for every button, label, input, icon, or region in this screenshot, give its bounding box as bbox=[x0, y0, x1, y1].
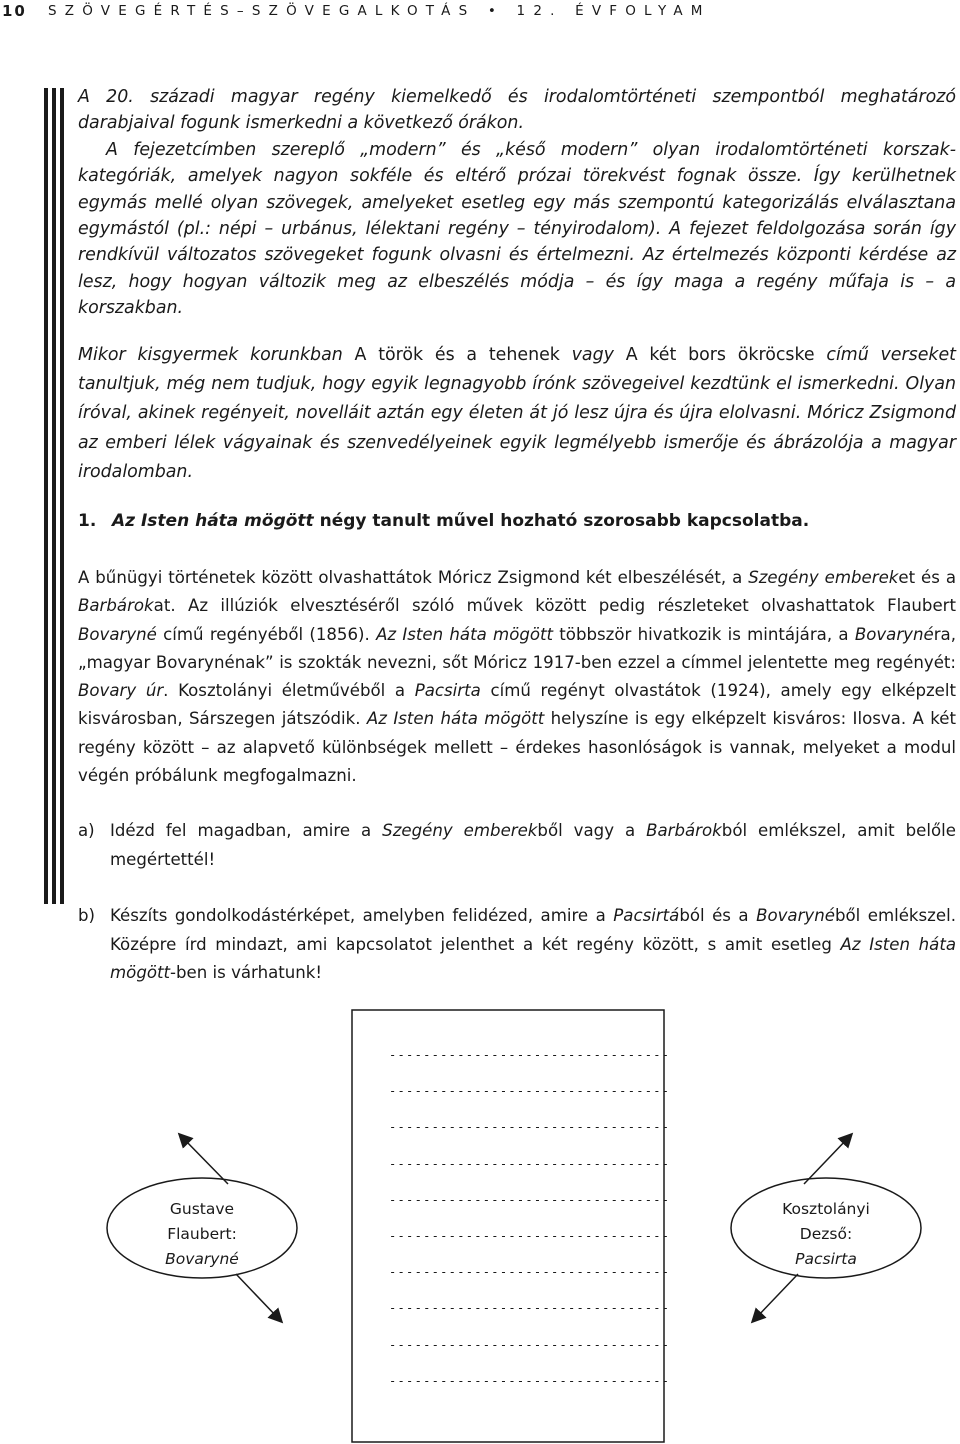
arrow-right-up bbox=[804, 1138, 848, 1184]
question-1-body: A bűnügyi történetek között olvashattátok Móricz Zsigmond két elbeszélését, a Szegény embereket és a Barbárokat. Az illúziók elvesztéséről szóló művek között pedig részleteket olvashattatok Flaubert Bovaryné című regényéből (1856). Az Isten háta mögött többször hivatkozik is mintájára, a Bovarynéra, „magyar Bovarynénak” is szokták nevezni, sőt Móricz 1917-ben ezzel a címmel jelentette meg regényét: Bovary úr. Kosztolányi életművéből a Pacsirta című regényt olvastátok (1924), amely egy elképzelt kisvárosban, Sárszegen játszódik. Az Isten háta mögött helyszíne is egy elképzelt kisváros: Ilosva. A két regény között – az alapvető különbségek mellett – érdekes hasonlóságok is vannak, melyeket a modul végén próbálunk megfogalmazni. bbox=[78, 568, 957, 786]
answer-line[interactable]: --------------------------------- bbox=[389, 1084, 671, 1099]
intro-paragraph-2: A fejezetcímben szereplő „modern” és „késő modern” olyan irodalomtörténeti korszak-kategóriák, amelyek nagyon sokféle és eltérő prózai törekvést fognak össze. Így kerülhetnek egymás mellé olyan szövegek, amelyeket esetleg egy más szempontú kategorizálás elválasztana egymástól (pl.: népi – urbánus, lélektani regény – tényirodalom). A fejezet feldolgozása során így rendkívül változatos szövegeket fogunk olvasni és értelmezni. Az értelmezés központi kérdése az lesz, hogy hogyan változik meg az elbeszélés módja – és így maga a regény műfaja is – a korszakban. bbox=[78, 139, 956, 319]
arrow-left-up bbox=[183, 1138, 228, 1184]
task-text: Készíts gondolkodástérképet, amelyben felidézed, amire a Pacsirtából és a Bovarynéből emlékszel. Középre írd mindazt, ami kapcsolatot jelenthet a két regény között, s amit esetleg Az Isten háta mögött-ben is várhatunk! bbox=[110, 906, 956, 983]
question-1-title: 1. Az Isten háta mögött négy tanult művel hozható szorosabb kapcsolatba. bbox=[78, 508, 956, 534]
answer-line[interactable]: --------------------------------- bbox=[389, 1373, 671, 1388]
task-text: Idézd fel magadban, amire a Szegény emberekből vagy a Barbárokból emlékszel, amit belőle megértettél! bbox=[110, 821, 956, 869]
question-number: 1. bbox=[78, 511, 97, 531]
work-title: A két bors ökröcske bbox=[625, 345, 815, 365]
task-label: b) bbox=[78, 906, 96, 925]
moricz-paragraph: Mikor kisgyermek korunkban A török és a tehenek vagy A két bors ökröcske című verseket tanultjuk, még nem tudjuk, hogy egyik legnagyobb írónk szövegeivel kezdtünk el ismerkedni. Olyan íróval, akinek regényeit, novelláit aztán egy életen át jó lesz újra és újra elolvasni. Móricz Zsigmond az emberi lélek vágyainak és szenvedélyeinek egyik legmélyebb ismerője és ábrázolója a magyar irodalomban. bbox=[78, 345, 956, 482]
task-b bbox=[78, 902, 956, 988]
answer-line[interactable]: --------------------------------- bbox=[389, 1265, 671, 1280]
page-number: 10 bbox=[2, 2, 27, 20]
answer-line[interactable]: --------------------------------- bbox=[389, 1156, 671, 1171]
work-title: A török és a tehenek bbox=[354, 345, 560, 365]
answer-line[interactable]: --------------------------------- bbox=[389, 1048, 671, 1062]
left-node-label: Gustave Flaubert: Bovaryné bbox=[165, 1200, 239, 1268]
intro-paragraph-1: A 20. századi magyar regény kiemelkedő és irodalomtörténeti szempontból meghatározó darabjaival fogunk ismerkedni a következő órákon. bbox=[78, 87, 956, 134]
answer-line[interactable]: --------------------------------- bbox=[389, 1120, 671, 1135]
task-label: a) bbox=[78, 821, 95, 840]
answer-line[interactable]: --------------------------------- bbox=[389, 1337, 671, 1352]
arrow-right-down bbox=[756, 1274, 798, 1318]
arrow-left-down bbox=[236, 1274, 278, 1318]
running-title: SZÖVEGÉRTÉS–SZÖVEGALKOTÁS • 12. ÉVFOLYAM bbox=[48, 3, 711, 19]
right-node-label: Kosztolányi Dezső: Pacsirta bbox=[782, 1200, 870, 1268]
answer-line[interactable]: --------------------------------- bbox=[389, 1229, 671, 1243]
margin-bars bbox=[44, 88, 64, 904]
answer-line[interactable]: --------------------------------- bbox=[389, 1301, 671, 1316]
intro-section bbox=[78, 84, 956, 322]
task-a bbox=[78, 817, 956, 874]
answer-line[interactable]: --------------------------------- bbox=[389, 1192, 671, 1207]
